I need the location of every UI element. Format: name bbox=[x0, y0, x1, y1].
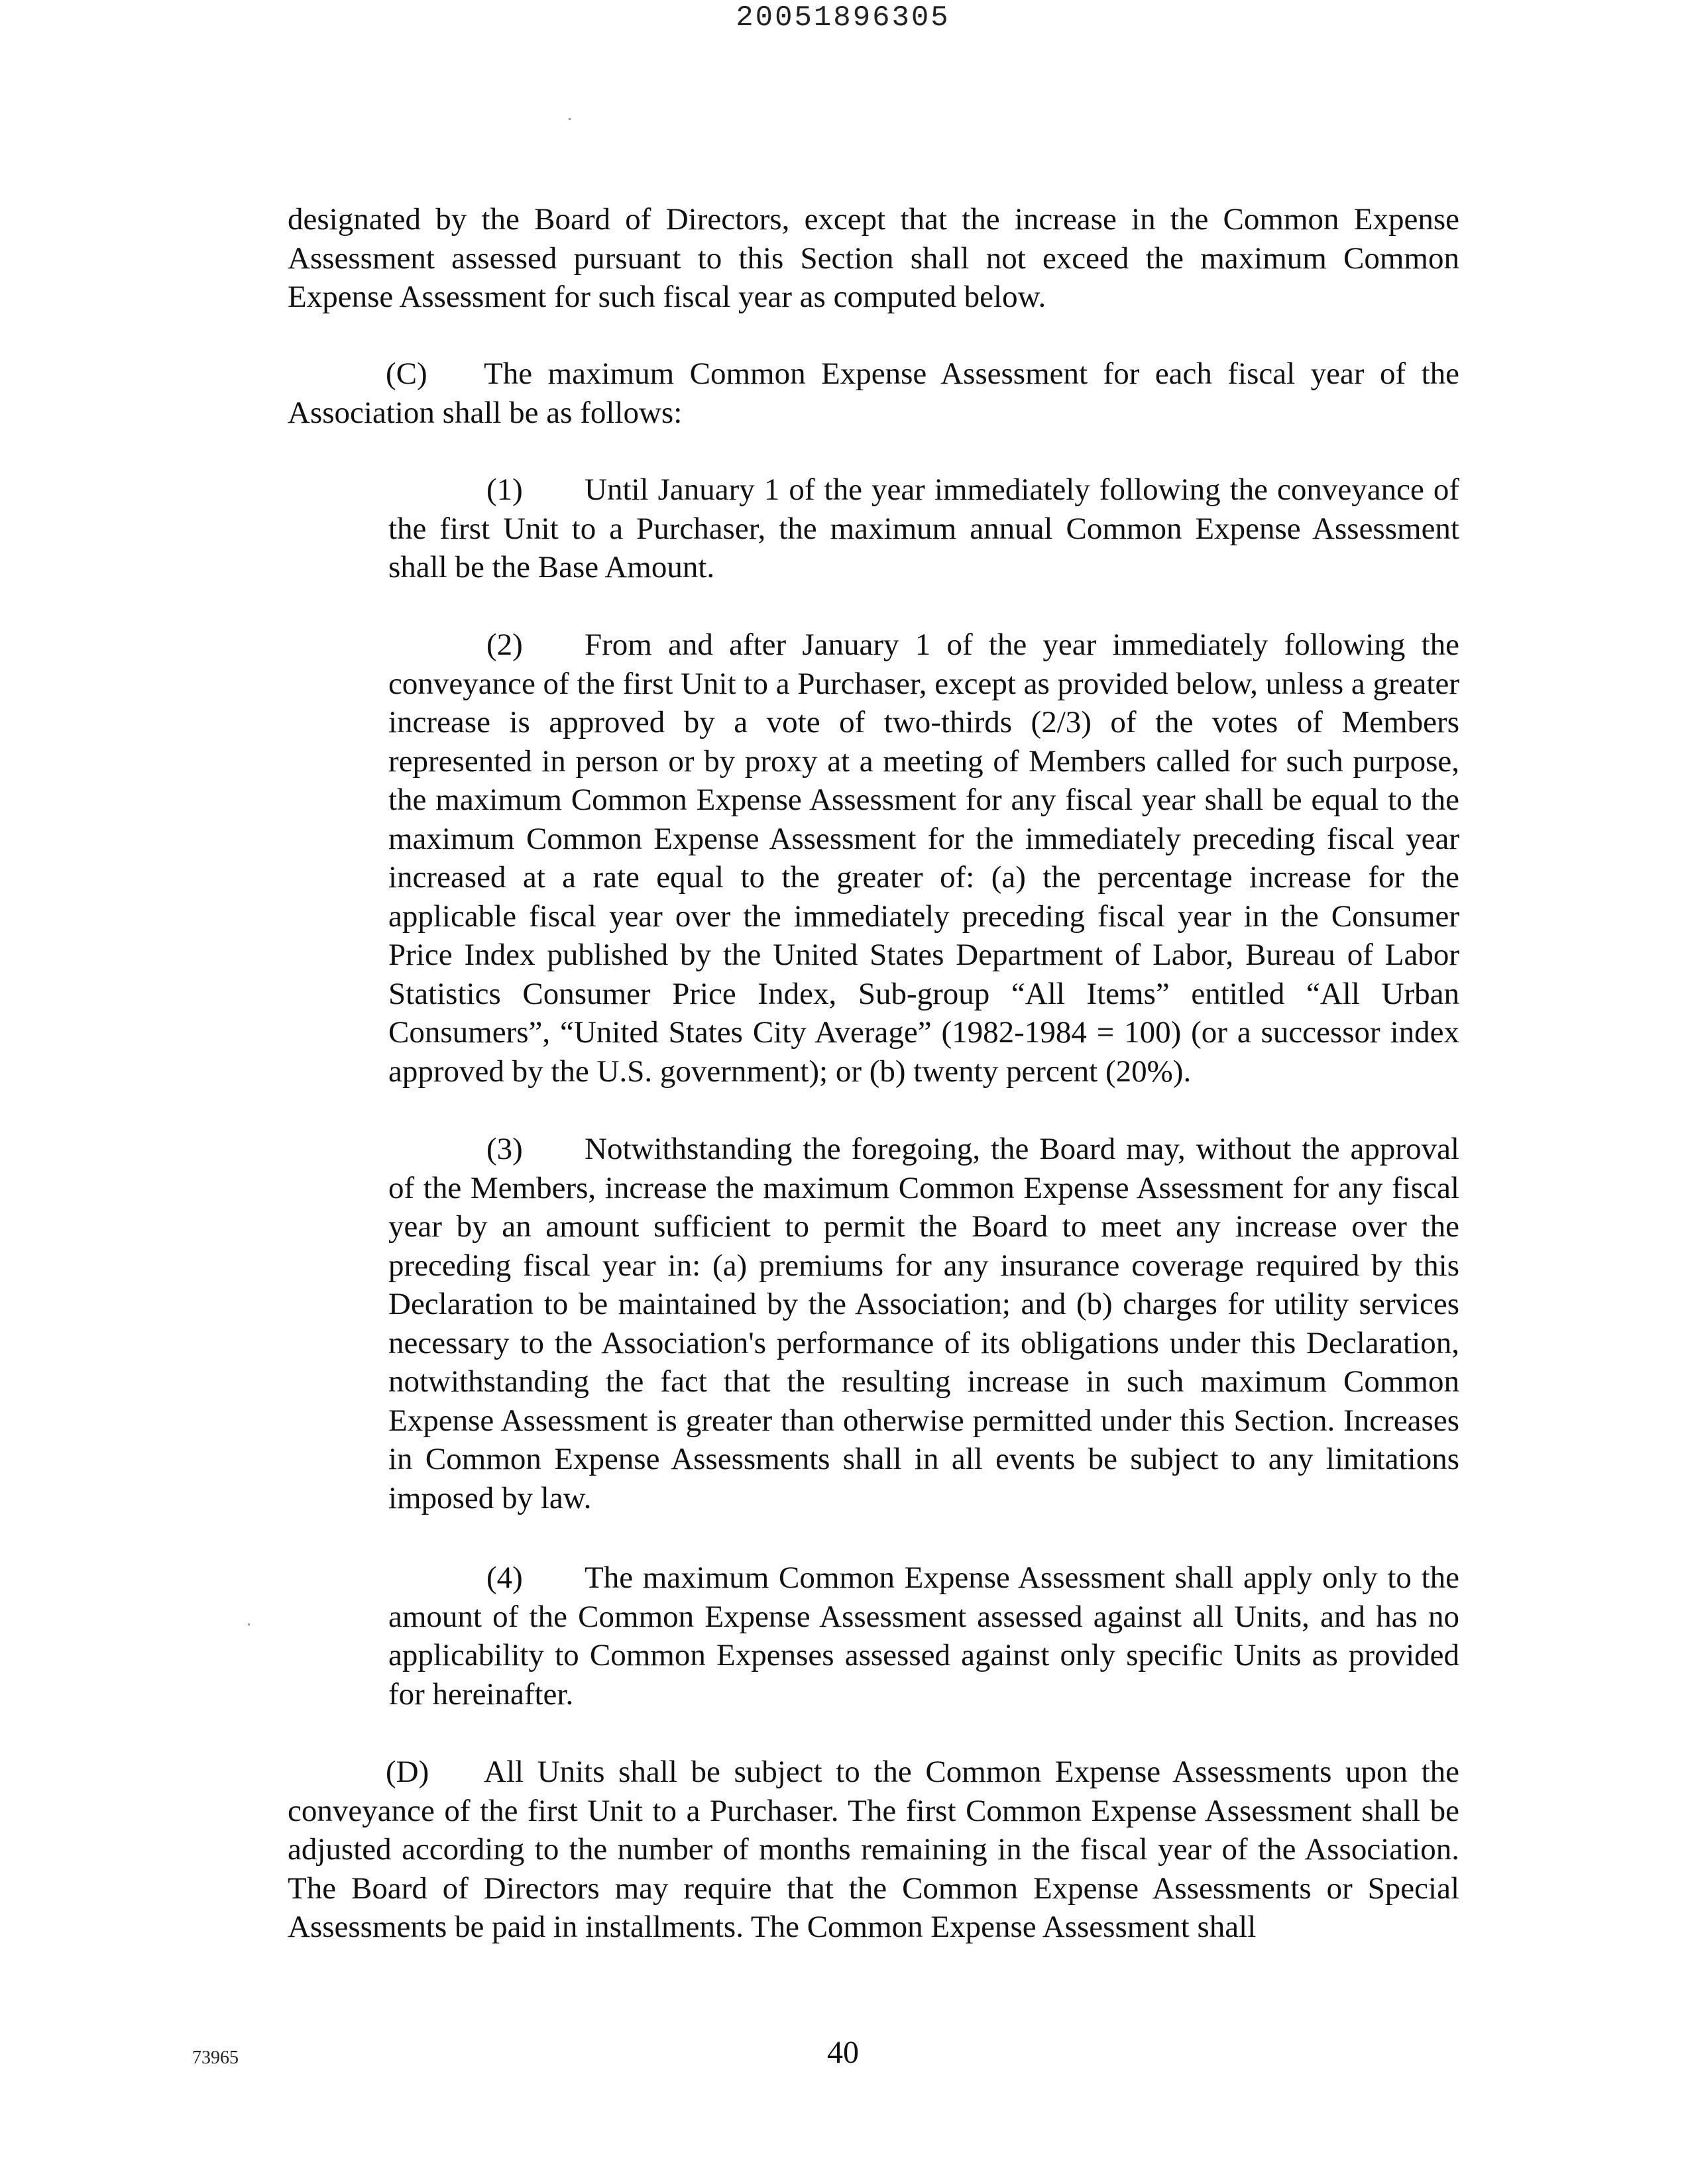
item-3 bbox=[388, 1130, 1459, 1517]
page-number: 40 bbox=[827, 2035, 859, 2070]
item-4-marker: (4) bbox=[486, 1560, 523, 1595]
item-1-text: Until January 1 of the year immediately following the conveyance of the first Unit to a Purchaser, the maximum annual Common Expense Assessment shall be the Base Amount. bbox=[388, 472, 1459, 584]
paragraph-d bbox=[288, 1753, 1459, 1947]
paragraph-intro: designated by the Board of Directors, except that the increase in the Common Expense Assessment assessed pursuant to this Section shall not exceed the maximum Common Expense Assessment for such fiscal year as computed below. bbox=[288, 202, 1459, 314]
item-4-text: The maximum Common Expense Assessment shall apply only to the amount of the Common Expense Assessment assessed against all Units, and has no applicability to Common Expenses assessed against only specific Units as provided for hereinafter. bbox=[388, 1560, 1459, 1712]
paragraph-d-text: All Units shall be subject to the Common Expense Assessments upon the conveyance of the first Unit to a Purchaser. The first Common Expense Assessment shall be adjusted according to the number of months remaining in the fiscal year of the Association. The Board of Directors may require that the Common Expense Assessments or Special Assessments be paid in installments. The Common Expense Assessment shall bbox=[288, 1755, 1459, 1944]
item-2-marker: (2) bbox=[486, 628, 523, 662]
item-1 bbox=[388, 470, 1459, 587]
scan-speck bbox=[248, 1623, 250, 1625]
item-1-marker: (1) bbox=[486, 472, 523, 507]
paragraph-c bbox=[288, 355, 1459, 432]
footer-document-id: 73965 bbox=[192, 2048, 239, 2068]
paragraph-c-marker: (C) bbox=[386, 356, 427, 391]
paragraph-c-text: The maximum Common Expense Assessment for each fiscal year of the Association shall be as follows: bbox=[288, 356, 1459, 430]
scan-speck bbox=[569, 118, 571, 120]
item-3-text: Notwithstanding the foregoing, the Board may, without the approval of the Members, increase the maximum Common Expense Assessment for any fiscal year by an amount sufficient to permit the Board to meet any increase over the preceding fiscal year in: (a) premiums for any insurance coverage required by this Declaration to be maintained by the Association; and (b) charges for utility services necessary to the Association's performance of its obligations under this Declaration, notwithstanding the fact that the resulting increase in such maximum Common Expense Assessment is greater than otherwise permitted under this Section. Increases in Common Expense Assessments shall in all events be subject to any limitations imposed by law. bbox=[388, 1132, 1459, 1515]
item-4 bbox=[388, 1558, 1459, 1714]
paragraph-d-marker: (D) bbox=[386, 1755, 429, 1789]
document-number: 20051896305 bbox=[736, 1, 950, 34]
item-3-marker: (3) bbox=[486, 1132, 523, 1166]
item-2-text: From and after January 1 of the year immediately following the conveyance of the first Unit to a Purchaser, except as provided below, unless a greater increase is approved by a vote of two-thirds (2/3) of the votes of Members represented in person or by proxy at a meeting of Members called for such purpose, the maximum Common Expense Assessment for any fiscal year shall be equal to the maximum Common Expense Assessment for the immediately preceding fiscal year increased at a rate equal to the greater of: (a) the percentage increase for the applicable fiscal year over the immediately preceding fiscal year in the Consumer Price Index published by the United States Department of Labor, Bureau of Labor Statistics Consumer Price Index, Sub-group “All Items” entitled “All Urban Consumers”, “United States City Average” (1982-1984 = 100) (or a successor index approved by the U.S. government); or (b) twenty percent (20%). bbox=[388, 628, 1459, 1089]
item-2 bbox=[388, 626, 1459, 1091]
